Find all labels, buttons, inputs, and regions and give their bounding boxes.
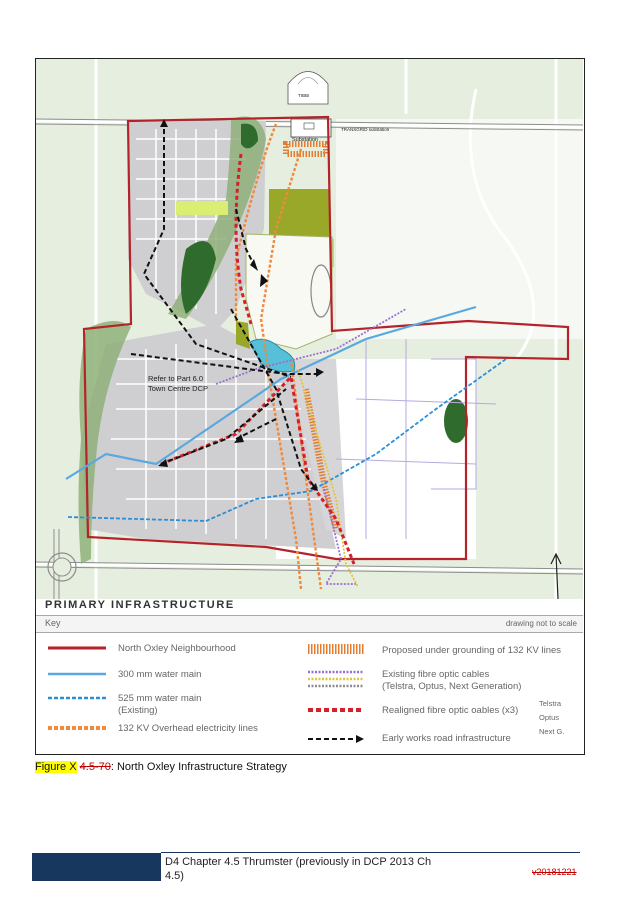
swatch-underground132 [308, 644, 364, 654]
swatch-earlyworks [308, 734, 364, 744]
key-bar [36, 615, 583, 633]
footer-chapter [165, 855, 465, 883]
caption-prefix: Figure X [35, 761, 77, 773]
swatch-fibre [308, 669, 364, 689]
figure-caption [35, 761, 287, 773]
legend-nextg: Next G. [539, 727, 565, 736]
open-space-yellow [176, 201, 228, 215]
legend-fibre-line2: (Telstra, Optus, Next Generation) [382, 681, 522, 692]
site-label: TIBBI [298, 93, 310, 98]
scale-note: drawing not to scale [505, 619, 577, 628]
swatch-water300 [48, 670, 106, 678]
legend-water525-line2: (Existing) [118, 705, 158, 716]
footer-color-block [32, 853, 161, 881]
figure-frame [35, 58, 585, 755]
legend-earlyworks: Early works road infrastructure [382, 733, 511, 744]
town-centre [246, 234, 332, 349]
white-land-ne [336, 119, 583, 339]
legend-underground132: Proposed under grounding of 132 KV lines [382, 645, 562, 656]
legend-realigned: Realigned fibre optic oables (x3) [382, 705, 519, 716]
legend-water300: 300 mm water main [118, 669, 202, 680]
key-label: Key [45, 618, 61, 628]
legend-fibre-line1: Existing fibre optic cables [382, 669, 490, 680]
swatch-water525 [48, 694, 106, 702]
footer-rule [161, 852, 580, 853]
legend-overhead132: 132 KV Overhead electricity lines [118, 723, 258, 734]
map-title: PRIMARY INFRASTRUCTURE [45, 599, 235, 611]
swatch-realigned [308, 706, 364, 714]
sports-field [269, 189, 329, 237]
substation-label: Substation [292, 137, 318, 143]
swatch-overhead132 [48, 724, 106, 732]
legend-optus: Optus [539, 713, 560, 722]
footer-line1: D4 Chapter 4.5 Thrumster (previously in DCP 2013 Ch [165, 856, 432, 868]
infrastructure-map [36, 59, 583, 599]
legend-water525-line1: 525 mm water main [118, 693, 202, 704]
caption-struck-number: 4.5-70 [79, 761, 111, 773]
refer-note-line2: Town Centre DCP [148, 384, 209, 393]
pond-east [444, 399, 468, 443]
footer-line2: 4.5) [165, 870, 184, 882]
swatch-neighbourhood [48, 644, 106, 652]
transgrid-label: TRANSGRID substation [341, 127, 390, 132]
legend-neighbourhood: North Oxley Neighbourhood [118, 643, 236, 654]
legend-telstra: Telstra [539, 699, 562, 708]
footer-version: v20181221 [532, 867, 577, 877]
caption-text: : North Oxley Infrastructure Strategy [110, 761, 287, 773]
refer-note-line1: Refer to Part 6.0 [148, 374, 204, 383]
